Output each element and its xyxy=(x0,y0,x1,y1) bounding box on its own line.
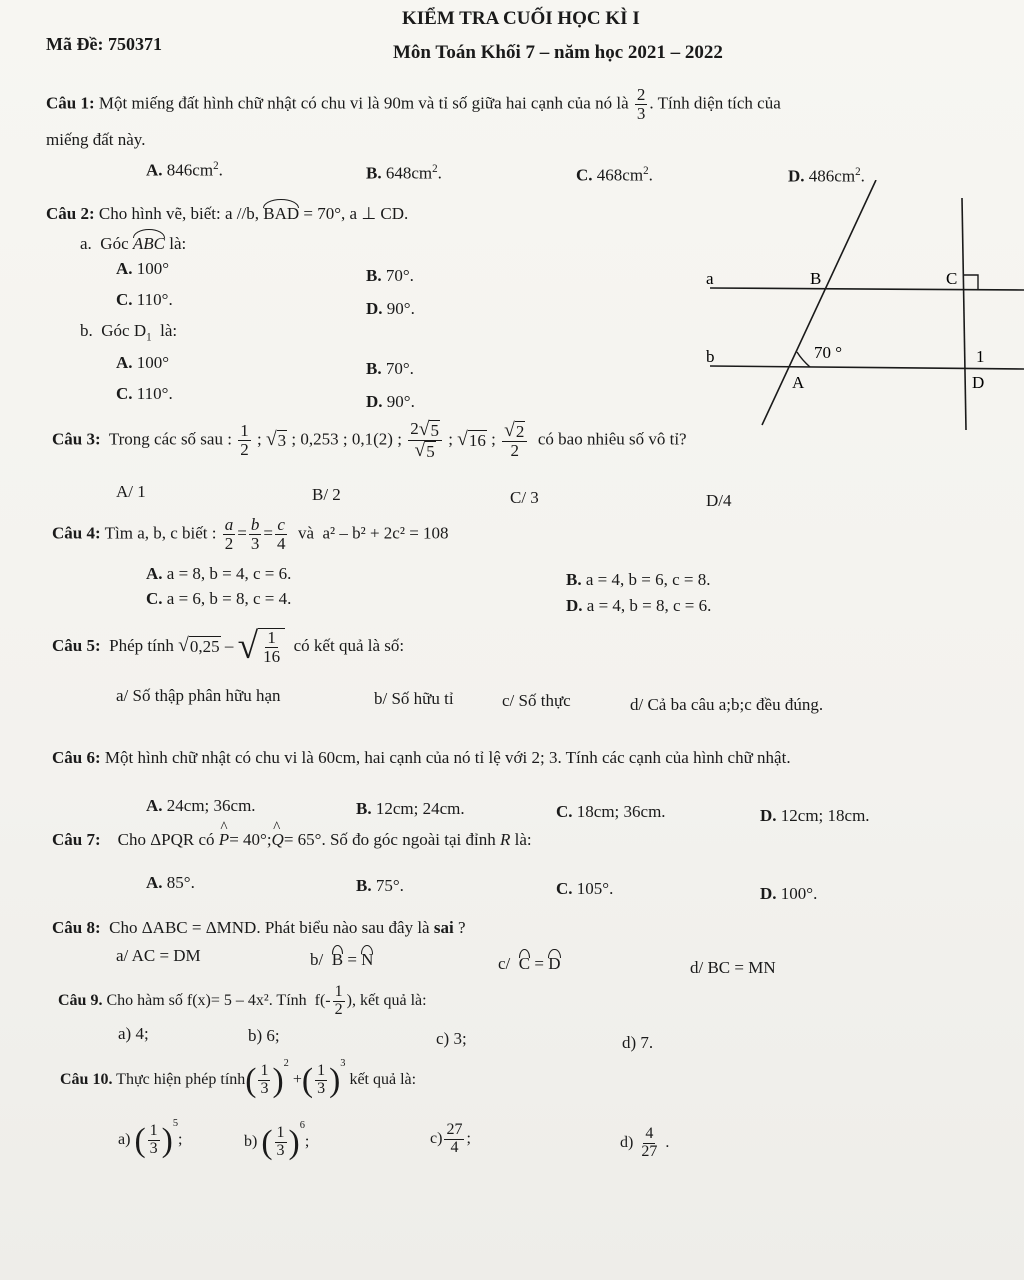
label-B: B xyxy=(810,269,822,288)
option-c: C. $468cm^2$. xyxy=(576,165,653,185)
right-angle-mark xyxy=(963,275,978,289)
question-1 xyxy=(46,86,781,123)
exam-code: Mã Đề: 750371 xyxy=(46,34,162,54)
option-a: a/ AC = DM xyxy=(116,946,201,965)
option-b: B. 70°. xyxy=(366,266,414,285)
option-a: a) ( $\frac{1}{3}$ ) $^5$; xyxy=(118,1118,183,1159)
option-a: A. $846cm^2$. xyxy=(146,160,223,180)
option-c: C. 18cm; 36cm. xyxy=(556,802,666,821)
label-b: b xyxy=(706,347,715,366)
question-label: Câu 6: xyxy=(52,748,101,767)
option-b: B. 75°. xyxy=(356,876,404,895)
option-b: b/ B = N xyxy=(310,950,374,969)
option-b: B. $648cm^2$. xyxy=(366,163,442,183)
question-1-cont: miếng đất này. xyxy=(46,130,146,149)
label-angle: 70 ° xyxy=(814,343,843,362)
option-d: D. 90°. xyxy=(366,299,415,318)
question-10: Câu 10. Thực hiện phép tính ( $\frac{1}{3}$ ) $^2$ + ( $\frac{1}{3}$ ) $^3$ kết quả là: xyxy=(60,1058,417,1099)
option-d: D. a = 4, b = 8, c = 6. xyxy=(566,596,712,615)
option-d: D/4 xyxy=(706,491,732,510)
line-b xyxy=(710,366,1024,369)
question-9: Câu 9. Cho hàm số f(x)= 5 – 4x². Tính f(- $\frac{1}{2}$ ), kết quả là: xyxy=(58,983,427,1018)
angle-symbol: BAD xyxy=(263,204,300,223)
geometry-figure xyxy=(690,180,1024,430)
question-text: Một miếng đất hình chữ nhật có chu vi là 90m và tỉ số giữa hai cạnh của nó là xyxy=(98,93,629,113)
question-3: Câu 3: Trong các số sau : $\frac{1}{2}$ ; √ 3 ; 0,253 ; 0,1(2) ; 2 √ 5 √ 5 ; √ 16 ; √ 2 2 có bao nhiêu số vô tỉ? xyxy=(52,419,687,462)
fraction: $\frac{2}{3}$ xyxy=(636,85,646,123)
option-b: B. 70°. xyxy=(366,359,414,378)
option-b: b/ Số hữu tỉ xyxy=(374,689,454,708)
option-d: D. 100°. xyxy=(760,884,818,903)
option-d: D. 90°. xyxy=(366,392,415,411)
question-5: Câu 5: Phép tính √ 0,25 – √ $\frac{1}{16}$ có kết quả là số: xyxy=(52,626,405,667)
line-a xyxy=(710,288,1024,290)
question-7: Câu 7: Cho ΔPQR có ^ P= 40°;^ Q= 65°. Số đo góc ngoài tại đỉnh R là: xyxy=(52,830,532,850)
question-label: Câu 8: xyxy=(52,918,101,937)
option-b: B/ 2 xyxy=(312,485,341,504)
option-a: a/ Số thập phân hữu hạn xyxy=(116,686,281,705)
question-label: Câu 7: xyxy=(52,830,101,849)
option-c: C. 110°. xyxy=(116,290,173,309)
question-label: Câu 5: xyxy=(52,635,101,655)
question-label: Câu 1: xyxy=(46,93,95,113)
question-6: Câu 6: Một hình chữ nhật có chu vi là 60cm, hai cạnh của nó tỉ lệ với 2; 3. Tính các cạnh của hình chữ nhật. xyxy=(52,748,791,767)
question-label: Câu 9. xyxy=(58,991,103,1009)
option-b: b) 6; xyxy=(248,1026,280,1045)
option-c: C. 105°. xyxy=(556,879,614,898)
option-d: D. $486cm^2$. xyxy=(788,166,865,186)
option-b: b) ( $\frac{1}{3}$ ) $^6$; xyxy=(244,1120,310,1161)
question-text: . Tính diện tích của xyxy=(649,93,781,113)
label-A: A xyxy=(792,373,805,392)
question-2a: a. Góc ABC là: xyxy=(80,234,187,253)
option-d: d) $\frac{4}{27}$ . xyxy=(620,1125,670,1160)
question-label: Câu 4: xyxy=(52,523,101,543)
option-d: d/ BC = MN xyxy=(690,958,776,977)
option-c: c/ C = D xyxy=(498,954,561,973)
exam-title: KIỂM TRA CUỐI HỌC KÌ I xyxy=(402,8,640,29)
option-c: c) 3; xyxy=(436,1029,467,1048)
label-D: D xyxy=(972,373,985,392)
question-2: Câu 2: Cho hình vẽ, biết: a //b, BAD = 70°, a ⊥ CD. xyxy=(46,204,409,223)
option-d: D. 12cm; 18cm. xyxy=(760,806,870,825)
option-c: C. 110°. xyxy=(116,384,173,403)
line-ab xyxy=(762,180,876,425)
line-cd xyxy=(962,198,966,430)
option-d: d) 7. xyxy=(622,1033,654,1052)
option-a: A. 100° xyxy=(116,259,170,278)
option-c: C. a = 6, b = 8, c = 4. xyxy=(146,589,292,608)
question-label: Câu 2: xyxy=(46,204,95,223)
option-a: A. 85°. xyxy=(146,873,195,892)
option-a: A. 100° xyxy=(116,353,170,372)
option-a: A/ 1 xyxy=(116,482,146,501)
option-a: A. a = 8, b = 4, c = 6. xyxy=(146,564,292,583)
option-c: C/ 3 xyxy=(510,488,539,507)
option-d: d/ Cả ba câu a;b;c đều đúng. xyxy=(630,695,824,714)
option-a: A. 24cm; 36cm. xyxy=(146,796,256,815)
option-c: c/ Số thực xyxy=(502,691,571,710)
angle-arc xyxy=(797,352,810,367)
question-label: Câu 10. xyxy=(60,1071,113,1088)
question-2b: b. Góc $D_1$ là: xyxy=(80,321,178,344)
option-a: a) 4; xyxy=(118,1024,149,1043)
exam-subtitle: Môn Toán Khối 7 – năm học 2021 – 2022 xyxy=(393,42,723,63)
question-4: Câu 4: Tìm a, b, c biết : $\frac{a}{2}$ = $\frac{b}{3}$ = $\frac{c}{4}$ và a² – b² + 2c² = 108 xyxy=(52,515,449,553)
question-8: Câu 8: Cho ΔABC = ΔMND. Phát biểu nào sau đây là sai ? xyxy=(52,918,466,937)
label-1: 1 xyxy=(976,347,985,366)
question-label: Câu 3: xyxy=(52,429,101,449)
option-c: c) $\frac{27}{4}$ ; xyxy=(430,1121,471,1156)
option-b: B. 12cm; 24cm. xyxy=(356,799,465,818)
option-b: B. a = 4, b = 6, c = 8. xyxy=(566,570,711,589)
label-a: a xyxy=(706,269,714,288)
label-C: C xyxy=(946,269,958,288)
